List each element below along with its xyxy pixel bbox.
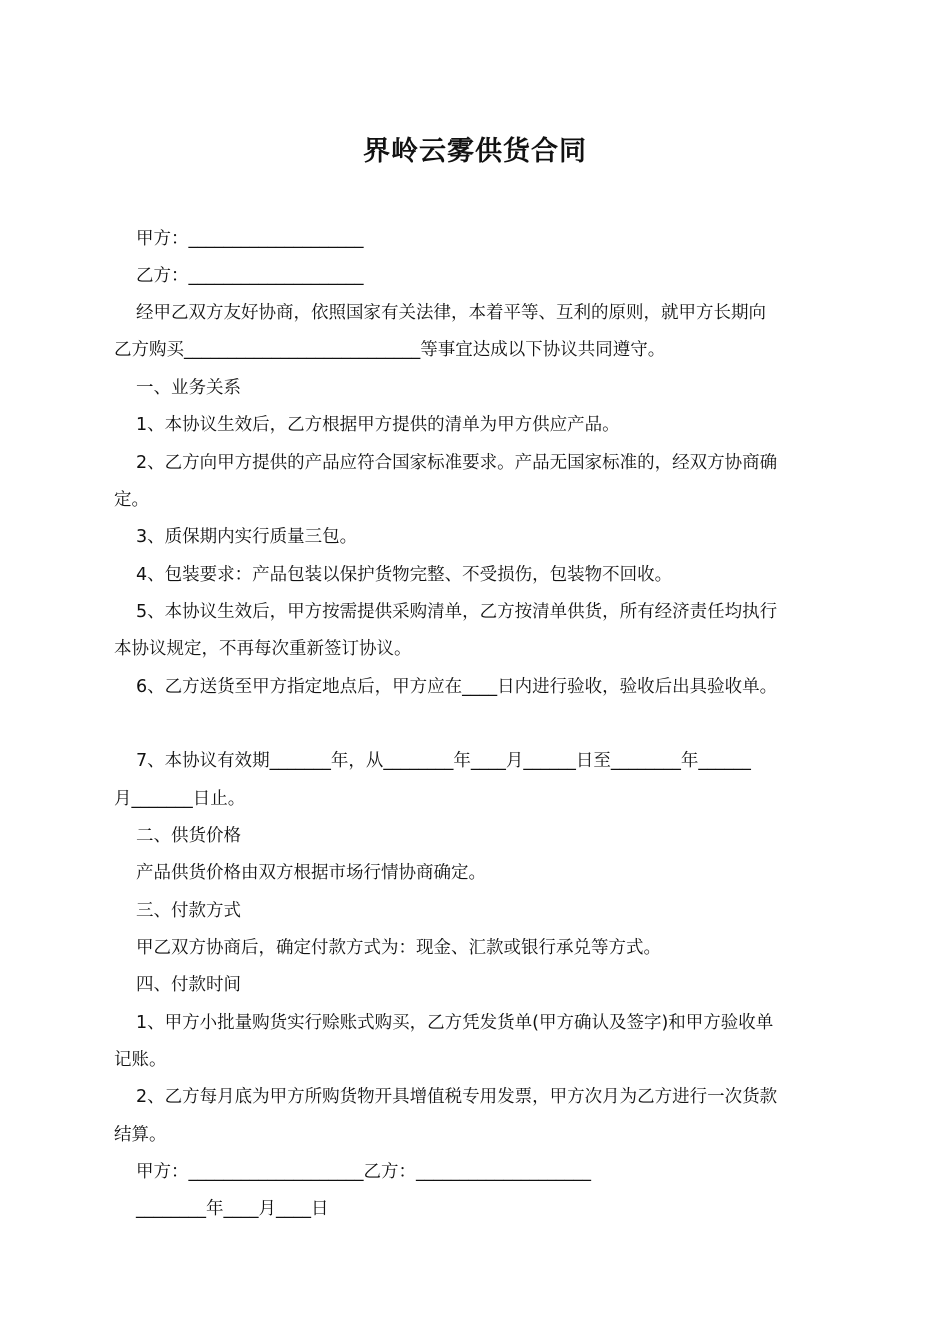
preamble-line-1: 经甲乙双方友好协商，依照国家有关法律，本着平等、互利的原则，就甲方长期向 (136, 303, 766, 323)
clause-3-text: 甲乙双方协商后，确定付款方式为：现金、汇款或银行承兑等方式。 (136, 938, 661, 958)
document-title: 界岭云雾供货合同 (363, 136, 587, 167)
clause-1-5-line-1: 5、本协议生效后，甲方按需提供采购清单，乙方按清单供货，所有经济责任均执行 (136, 602, 778, 622)
section-heading-4: 四、付款时间 (136, 975, 241, 995)
clause-1-4: 4、包装要求：产品包装以保护货物完整、不受损伤，包装物不回收。 (136, 565, 673, 585)
clause-2-text: 产品供货价格由双方根据市场行情协商确定。 (136, 863, 486, 883)
clause-1-7-line-1: 7、本协议有效期_______年，从________年____月______日至________年______ (136, 751, 751, 771)
clause-4-2-line-1: 2、乙方每月底为甲方所购货物开具增值税专用发票，甲方次月为乙方进行一次货款 (136, 1087, 778, 1107)
clause-1-7-line-2: 月_______日止。 (114, 789, 246, 809)
clause-1-2-line-1: 2、乙方向甲方提供的产品应符合国家标准要求。产品无国家标准的，经双方协商确 (136, 453, 778, 473)
clause-1-6: 6、乙方送货至甲方指定地点后，甲方应在____日内进行验收，验收后出具验收单。 (136, 677, 778, 697)
date-line: ________年____月____日 (136, 1199, 329, 1219)
clause-1-3: 3、质保期内实行质量三包。 (136, 527, 358, 547)
signature-line: 甲方：____________________乙方：____________________ (136, 1162, 591, 1182)
section-heading-3: 三、付款方式 (136, 901, 241, 921)
clause-4-1-line-2: 记账。 (114, 1050, 167, 1070)
clause-1-2-line-2: 定。 (114, 490, 149, 510)
clause-4-2-line-2: 结算。 (114, 1125, 167, 1145)
preamble-line-2: 乙方购买___________________________等事宜达成以下协议共同遵守。 (114, 340, 666, 360)
clause-4-1-line-1: 1、甲方小批量购货实行赊账式购买，乙方凭发货单(甲方确认及签字)和甲方验收单 (136, 1013, 774, 1033)
clause-1-5-line-2: 本协议规定，不再每次重新签订协议。 (114, 639, 412, 659)
clause-1-1: 1、本协议生效后，乙方根据甲方提供的清单为甲方供应产品。 (136, 415, 620, 435)
section-heading-2: 二、供货价格 (136, 826, 241, 846)
party-b-line: 乙方：____________________ (136, 266, 364, 286)
section-heading-1: 一、业务关系 (136, 378, 241, 398)
party-a-line: 甲方：____________________ (136, 229, 364, 249)
